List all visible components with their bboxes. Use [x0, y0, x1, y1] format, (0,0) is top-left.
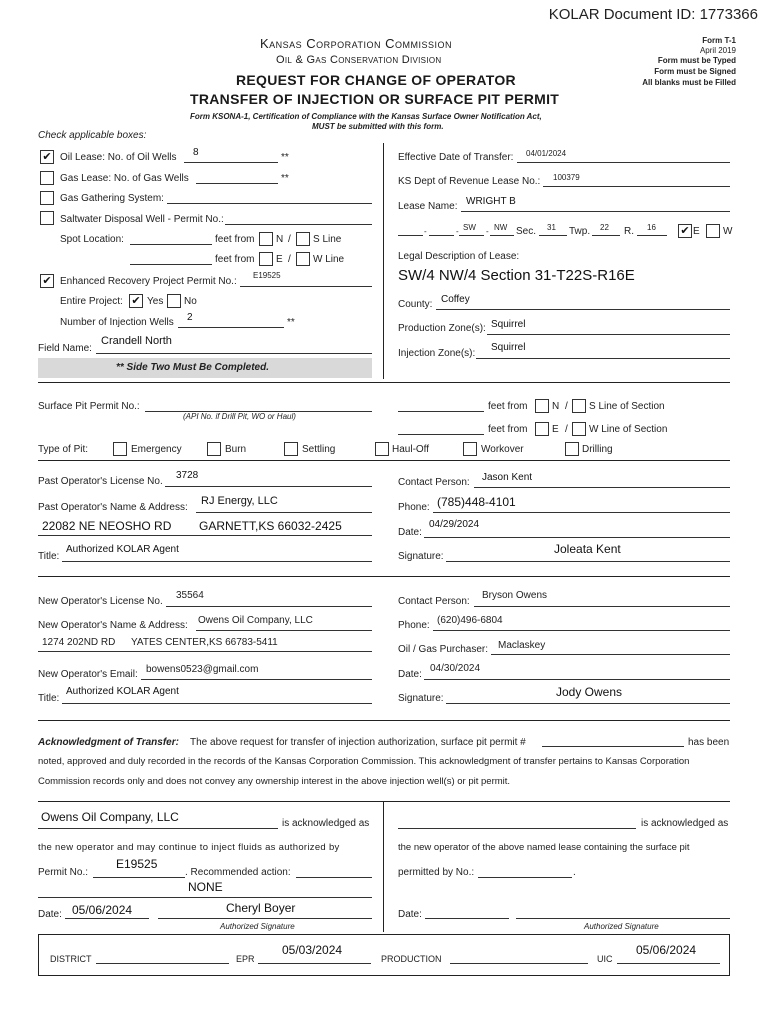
spot-w-line-label: W Line [313, 254, 345, 265]
new-contact-line [474, 606, 730, 607]
past-name-value: RJ Energy, LLC [201, 495, 278, 507]
spot-slash-2: / [288, 254, 291, 265]
form-title-1: REQUEST FOR CHANGE OF OPERATOR [236, 72, 516, 88]
check-applicable-label: Check applicable boxes: [38, 130, 147, 141]
pit-permit-label: Surface Pit Permit No.: [38, 401, 140, 412]
sec-line [539, 235, 567, 236]
production-zone-value: Squirrel [491, 319, 526, 330]
injection-wells-count: 2 [187, 312, 193, 323]
section-rule-1 [38, 382, 730, 383]
ack-left-signature-value: Cheryl Boyer [226, 901, 296, 915]
ack-permit-label: Permit No.: [38, 867, 89, 878]
ack-right-date-line [425, 918, 509, 919]
effective-date-value: 04/01/2024 [526, 149, 567, 158]
eor-checkbox[interactable]: ✔ [40, 274, 54, 288]
new-contact-label: Contact Person: [398, 596, 470, 607]
lease-name-label: Lease Name: [398, 201, 458, 212]
ack-right-authorized-signature: Authorized Signature [584, 922, 659, 931]
spot-e-label: E [276, 254, 283, 265]
twp-label: Twp. [569, 226, 591, 237]
entire-project-yes-checkbox[interactable]: ✔ [129, 294, 143, 308]
injection-zone-line [476, 358, 730, 359]
district-label: DISTRICT [50, 954, 92, 964]
pit-n-label: N [552, 401, 560, 412]
agency-name: Kansas Corporation Commission [260, 36, 453, 51]
spot-feet-from-2: feet from [215, 254, 255, 265]
quarter-1-line [429, 235, 454, 236]
pit-type-drilling-label: Drilling [582, 444, 613, 455]
entire-project-label: Entire Project: [60, 296, 123, 307]
past-address-line [38, 535, 372, 536]
new-phone-label: Phone: [398, 620, 430, 631]
oil-lease-checkbox[interactable]: ✔ [40, 150, 54, 164]
pit-e-checkbox[interactable] [535, 422, 549, 436]
new-signature-label: Signature: [398, 693, 444, 704]
past-signature-value: Joleata Kent [554, 542, 621, 556]
new-date-line [424, 679, 730, 680]
pit-type-hauloff-checkbox[interactable] [375, 442, 389, 456]
epr-label: EPR [236, 954, 255, 964]
ack-permit-value: E19525 [116, 857, 158, 871]
new-email-label: New Operator's Email: [38, 669, 138, 680]
range-w-label: W [723, 226, 733, 237]
form-title-2: TRANSFER OF INJECTION OR SURFACE PIT PERMIT [190, 91, 560, 107]
certification-note-1: Form KSONA-1, Certification of Compliance with the Kansas Surface Owner Notification Act, [190, 112, 542, 121]
section-rule-5 [38, 801, 730, 802]
oil-wells-count: 8 [193, 147, 199, 158]
new-contact-value: Bryson Owens [482, 590, 548, 601]
new-title-label: Title: [38, 693, 60, 704]
gas-wells-line [196, 183, 278, 184]
ack-left-company: Owens Oil Company, LLC [41, 810, 179, 824]
past-phone-line [433, 512, 730, 513]
form-number: Form T-1 [702, 36, 736, 45]
spot-feet-line-2 [130, 264, 212, 265]
epr-line [258, 963, 371, 964]
uic-line [617, 963, 720, 964]
ack-divider [383, 801, 384, 932]
new-license-line [166, 606, 372, 607]
range-line [637, 235, 667, 236]
new-purchaser-line [491, 654, 730, 655]
pit-type-workover-label: Workover [481, 444, 524, 455]
production-line [450, 963, 588, 964]
quarter-2-value: NW [494, 223, 508, 232]
new-name-value: Owens Oil Company, LLC [198, 615, 313, 626]
ack-left-acknowledged: is acknowledged as [282, 818, 370, 829]
past-license-value: 3728 [176, 470, 199, 481]
ack-action-value: NONE [188, 880, 223, 894]
ks-lease-value: 100379 [553, 173, 580, 182]
ack-recommended-line [296, 877, 372, 878]
field-name-label: Field Name: [38, 343, 92, 354]
pit-feet-from-2: feet from [488, 424, 528, 435]
new-license-label: New Operator's License No. [38, 596, 163, 607]
sec-label: Sec. [516, 226, 537, 237]
pit-api-note: (API No. if Drill Pit, WO or Haul) [183, 412, 296, 421]
past-title-label: Title: [38, 551, 60, 562]
uic-date: 05/06/2024 [636, 943, 697, 957]
pit-type-settling-label: Settling [302, 444, 336, 455]
quarter-blank-line [398, 235, 423, 236]
injection-wells-line [178, 327, 284, 328]
ks-lease-label: KS Dept of Revenue Lease No.: [398, 176, 541, 187]
pit-feet-from-1: feet from [488, 401, 528, 412]
quarter-3-line [490, 235, 514, 236]
ack-right-date-label: Date: [398, 909, 422, 920]
pit-n-checkbox[interactable] [535, 399, 549, 413]
swd-permit-line [225, 224, 372, 225]
pit-type-drilling-checkbox[interactable] [565, 442, 579, 456]
ack-left-date-label: Date: [38, 909, 62, 920]
past-name-label: Past Operator's Name & Address: [38, 502, 188, 513]
section-rule-4 [38, 720, 730, 721]
ack-left-signature-line [158, 918, 372, 919]
district-line [96, 963, 229, 964]
pit-type-settling-checkbox[interactable] [284, 442, 298, 456]
ack-text-1: The above request for transfer of injection authorization, surface pit permit # [190, 737, 526, 748]
lease-name-value: WRIGHT B [466, 196, 516, 207]
ack-right-acknowledged: is acknowledged as [641, 818, 729, 829]
spot-location-label: Spot Location: [60, 234, 124, 245]
pit-type-hauloff-label: Haul-Off [392, 444, 430, 455]
form-note-filled: All blanks must be Filled [642, 78, 736, 87]
side-two-note: ** Side Two Must Be Completed. [116, 362, 269, 373]
ack-text-1b: has been [688, 737, 730, 748]
new-phone-value: (620)496-6804 [437, 615, 503, 626]
epr-date: 05/03/2024 [282, 943, 343, 957]
range-label: R. [624, 226, 634, 237]
pit-s-line-label: S Line of Section [589, 401, 665, 412]
ack-right-company-line [398, 828, 636, 829]
gas-stars: ** [281, 173, 289, 184]
gas-lease-checkbox[interactable] [40, 171, 54, 185]
quarter-2-line [459, 235, 484, 236]
spot-n-checkbox[interactable] [259, 232, 273, 246]
spot-feet-line-1 [130, 244, 212, 245]
spot-e-checkbox[interactable] [259, 252, 273, 266]
new-email-line [141, 679, 372, 680]
new-email-value: bowens0523@gmail.com [146, 664, 259, 675]
injection-zone-value: Squirrel [491, 342, 526, 353]
quarter-1-value: SW [463, 223, 476, 232]
past-signature-line [446, 561, 730, 562]
production-label: PRODUCTION [381, 954, 442, 964]
production-zone-label: Production Zone(s): [398, 323, 486, 334]
pit-type-emergency-checkbox[interactable] [113, 442, 127, 456]
past-signature-label: Signature: [398, 551, 444, 562]
past-phone-value: (785)448-4101 [437, 495, 516, 509]
lease-name-line [461, 211, 730, 212]
eor-permit-line [240, 286, 372, 287]
past-date-label: Date: [398, 527, 422, 538]
ack-left-authorized-signature: Authorized Signature [220, 922, 295, 931]
ks-lease-line [543, 186, 730, 187]
new-date-value: 04/30/2024 [430, 663, 481, 674]
ack-pit-permit-line [542, 746, 684, 747]
past-contact-label: Contact Person: [398, 477, 470, 488]
oil-stars: ** [281, 152, 289, 163]
new-title-value: Authorized KOLAR Agent [66, 686, 179, 697]
past-title-value: Authorized KOLAR Agent [66, 544, 179, 555]
ack-heading: Acknowledgment of Transfer: [38, 737, 179, 748]
range-value: 16 [647, 223, 656, 232]
document-id: KOLAR Document ID: 1773366 [548, 6, 758, 23]
legal-description-value: SW/4 NW/4 Section 31-T22S-R16E [398, 267, 635, 284]
gas-gathering-label: Gas Gathering System: [60, 193, 164, 204]
eor-label: Enhanced Recovery Project Permit No.: [60, 276, 237, 287]
past-license-label: Past Operator's License No. [38, 476, 163, 487]
twp-line [592, 235, 620, 236]
effective-date-line [517, 162, 730, 163]
ack-left-company-line [38, 828, 278, 829]
gas-gathering-line [167, 203, 372, 204]
legal-description-label: Legal Description of Lease: [398, 251, 520, 262]
ack-left-text: the new operator and may continue to inject fluids as authorized by [38, 842, 340, 853]
section-rule-2 [38, 460, 730, 461]
spot-s-line-label: S Line [313, 234, 342, 245]
new-purchaser-label: Oil / Gas Purchaser: [398, 644, 489, 655]
quarter-dash-2: - [456, 227, 459, 236]
injection-wells-label: Number of Injection Wells [60, 317, 174, 328]
new-name-label: New Operator's Name & Address: [38, 620, 188, 631]
ack-permitted-label: permitted by No.: [398, 867, 475, 878]
pit-s-checkbox[interactable] [572, 399, 586, 413]
pit-w-line-label: W Line of Section [589, 424, 668, 435]
quarter-dash-3: - [486, 227, 489, 236]
effective-date-label: Effective Date of Transfer: [398, 152, 514, 163]
ack-left-date-value: 05/06/2024 [72, 903, 133, 917]
new-phone-line [433, 630, 730, 631]
past-license-line [165, 486, 372, 487]
oil-lease-label: Oil Lease: No. of Oil Wells [60, 152, 177, 163]
ack-right-signature-line [516, 918, 730, 919]
new-address-line [38, 651, 372, 652]
pit-type-burn-label: Burn [225, 444, 247, 455]
ack-text-2: noted, approved and duly recorded in the records of the Kansas Corporation Commission. This acknowledgment of transfer pertains to Kansas Corporation [38, 756, 690, 767]
new-purchaser-value: Maclaskey [498, 640, 546, 651]
ack-text-3: Commission records only and does not convey any ownership interest in the above injection well(s) or pit permit. [38, 776, 511, 787]
new-signature-line [446, 703, 730, 704]
spot-n-label: N [276, 234, 284, 245]
new-address-2: YATES CENTER,KS 66783-5411 [131, 637, 278, 648]
form-date: April 2019 [699, 46, 736, 55]
pit-slash-2: / [565, 424, 568, 435]
gas-gathering-checkbox[interactable] [40, 191, 54, 205]
injection-stars: ** [287, 317, 295, 328]
eor-permit-value: E19525 [253, 271, 281, 280]
spot-w-checkbox[interactable] [296, 252, 310, 266]
past-date-line [424, 537, 730, 538]
twp-value: 22 [600, 223, 609, 232]
swd-label: Saltwater Disposal Well - Permit No.: [60, 214, 224, 225]
form-note-signed: Form must be Signed [654, 67, 736, 76]
uic-label: UIC [597, 954, 613, 964]
ack-right-text: the new operator of the above named lease containing the surface pit [398, 842, 690, 853]
division-name: Oil & Gas Conservation Division [276, 54, 442, 66]
past-address-2: GARNETT,KS 66032-2425 [199, 519, 342, 533]
spot-feet-from-1: feet from [215, 234, 255, 245]
past-date-value: 04/29/2024 [429, 519, 480, 530]
new-name-line [196, 630, 372, 631]
ack-permitted-line [478, 877, 572, 878]
ack-recommended-label: . Recommended action: [185, 867, 291, 878]
new-title-line [62, 703, 372, 704]
county-value: Coffey [441, 294, 470, 305]
new-address-1: 1274 202ND RD [42, 637, 116, 648]
county-line [436, 309, 730, 310]
entire-project-no-label: No [184, 296, 197, 307]
pit-feet-line-2 [398, 434, 484, 435]
ack-action-line [38, 897, 372, 898]
spot-slash-1: / [288, 234, 291, 245]
quarter-dash-1: - [424, 227, 427, 236]
entire-project-no-checkbox[interactable] [167, 294, 181, 308]
ack-permit-line [93, 877, 185, 878]
production-zone-line [487, 334, 730, 335]
field-name-line [96, 353, 372, 354]
form-note-typed: Form must be Typed [657, 56, 736, 65]
pit-slash-1: / [565, 401, 568, 412]
gas-lease-label: Gas Lease: No. of Gas Wells [60, 173, 189, 184]
new-signature-value: Jody Owens [556, 685, 623, 699]
section-rule-3 [38, 576, 730, 577]
pit-feet-line-1 [398, 411, 484, 412]
entire-project-yes-label: Yes [147, 296, 164, 307]
pit-type-label: Type of Pit: [38, 444, 89, 455]
pit-w-checkbox[interactable] [572, 422, 586, 436]
county-label: County: [398, 299, 433, 310]
injection-zone-label: Injection Zone(s): [398, 348, 476, 359]
past-contact-value: Jason Kent [482, 472, 533, 483]
pit-type-burn-checkbox[interactable] [207, 442, 221, 456]
ack-right-period: . [573, 867, 576, 878]
past-phone-label: Phone: [398, 502, 430, 513]
sec-value: 31 [547, 223, 556, 232]
ack-left-date-line [65, 918, 149, 919]
past-contact-line [474, 487, 730, 488]
range-w-checkbox[interactable] [706, 224, 720, 238]
range-e-checkbox[interactable]: ✔ [678, 224, 692, 238]
new-license-value: 35564 [176, 590, 204, 601]
section-divider [383, 143, 384, 379]
past-address-1: 22082 NE NEOSHO RD [42, 519, 172, 533]
pit-e-label: E [552, 424, 559, 435]
pit-type-emergency-label: Emergency [131, 444, 182, 455]
spot-s-checkbox[interactable] [296, 232, 310, 246]
oil-wells-line [184, 162, 278, 163]
past-name-line [196, 512, 372, 513]
certification-note-2: MUST be submitted with this form. [312, 122, 444, 131]
field-name-value: Crandell North [101, 335, 172, 347]
swd-checkbox[interactable] [40, 211, 54, 225]
new-date-label: Date: [398, 669, 422, 680]
pit-type-workover-checkbox[interactable] [463, 442, 477, 456]
range-e-label: E [693, 226, 700, 237]
past-title-line [62, 561, 372, 562]
